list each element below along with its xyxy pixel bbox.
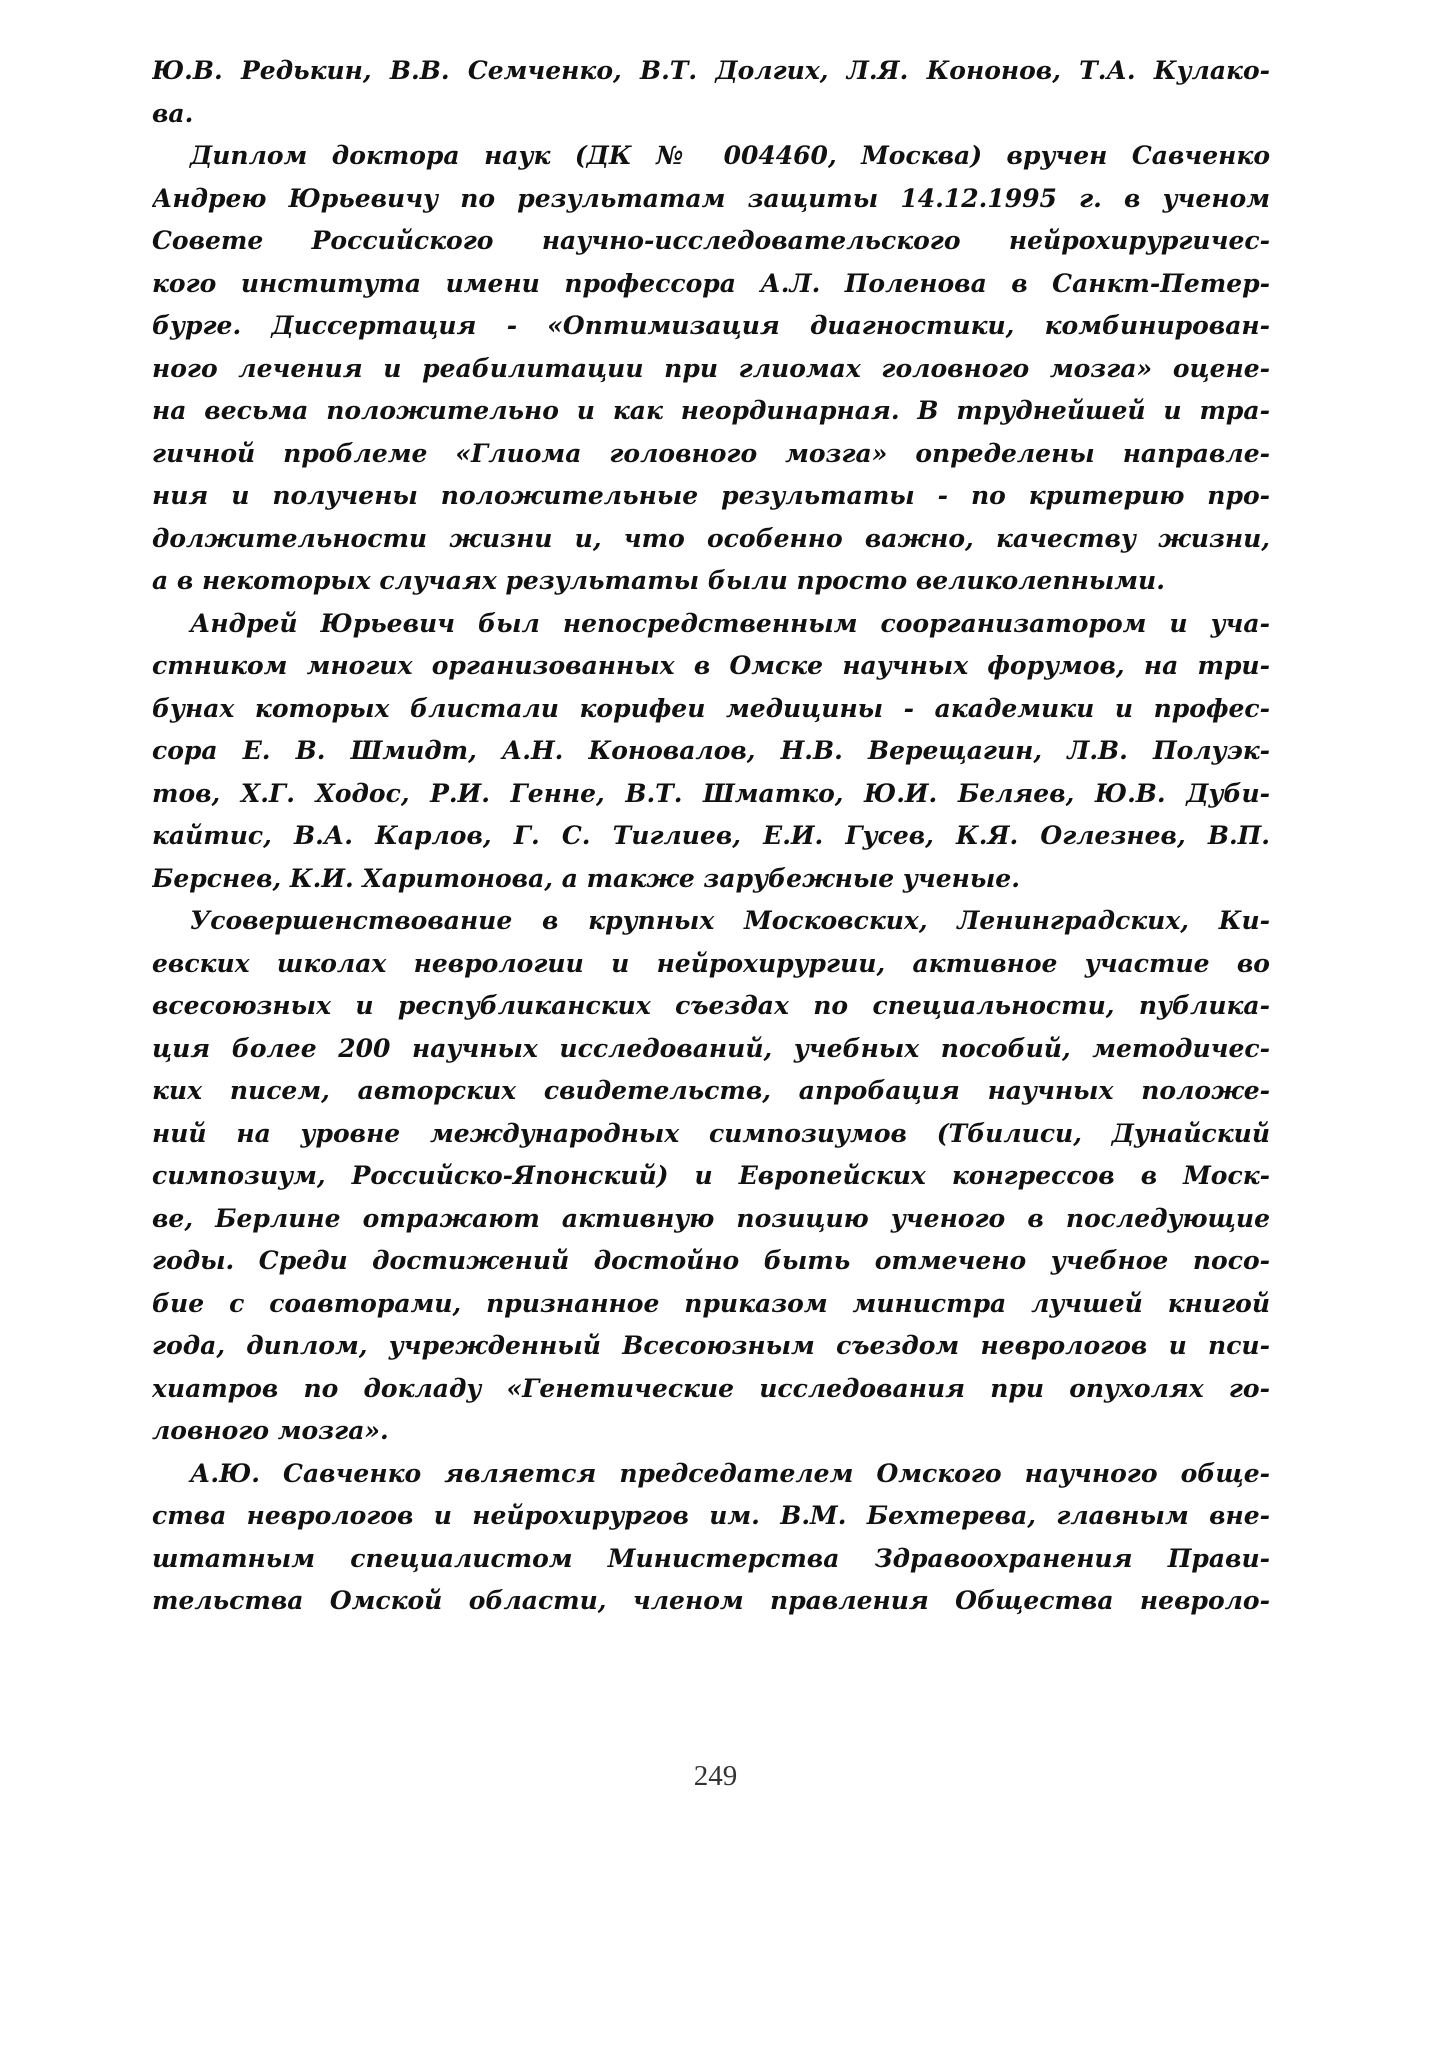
text-line: бие с соавторами, признанное приказом министра лучшей книгой <box>152 1288 1270 1318</box>
paragraph-start-line: А.Ю. Савченко является председателем Омского научного обще- <box>190 1458 1270 1488</box>
text-line: года, диплом, учрежденный Всесоюзным съездом неврологов и пси- <box>152 1331 1270 1360</box>
page-number: 249 <box>693 1760 738 1792</box>
paragraph-start-line: Усовершенствование в крупных Московских, Ленинградских, Ки- <box>190 906 1270 935</box>
text-line: гичной проблеме «Глиома головного мозга» определены направле- <box>152 438 1270 468</box>
body-text <box>152 50 1270 1623</box>
text-line: хиатров по докладу «Генетические исследования при опухолях го- <box>152 1373 1270 1403</box>
text-line: тельства Омской области, членом правления Общества невроло- <box>152 1586 1270 1615</box>
text-line: ве, Берлине отражают активную позицию ученого в последующие <box>152 1203 1270 1233</box>
text-line: ний на уровне международных симпозиумов (Тбилиси, Дунайский <box>152 1118 1270 1148</box>
text-line: на весьма положительно и как неординарная. В труднейшей и тра- <box>152 396 1270 425</box>
text-line: ция более 200 научных исследований, учебных пособий, методичес- <box>152 1033 1270 1063</box>
text-line: годы. Среди достижений достойно быть отмечено учебное посо- <box>152 1246 1270 1275</box>
text-line: ства неврологов и нейрохирургов им. В.М. Бехтерева, главным вне- <box>152 1501 1270 1530</box>
text-line: бунах которых блистали корифеи медицины - академики и профес- <box>152 693 1270 723</box>
text-line: Берснев, К.И. Харитонова, а также зарубежные ученые. <box>152 863 1020 893</box>
text-line: бурге. Диссертация - «Оптимизация диагностики, комбинирован- <box>152 311 1270 340</box>
text-line: симпозиум, Российско-Японский) и Европейских конгрессов в Моск- <box>152 1161 1270 1190</box>
text-line: евских школах неврологии и нейрохирургии, активное участие во <box>152 948 1270 978</box>
text-line: кого института имени профессора А.Л. Поленова в Санкт-Петер- <box>152 268 1270 298</box>
text-line: кайтис, В.А. Карлов, Г. С. Тиглиев, Е.И. Гусев, К.Я. Оглезнев, В.П. <box>152 821 1270 850</box>
text-line: Ю.В. Редькин, В.В. Семченко, В.Т. Долгих, Л.Я. Кононов, Т.А. Кулако- <box>152 56 1270 85</box>
text-line: штатным специалистом Министерства Здравоохранения Прави- <box>152 1543 1270 1573</box>
text-line: ного лечения и реабилитации при глиомах головного мозга» оцене- <box>152 353 1270 383</box>
text-line: Совете Российского научно-исследовательского нейрохирургичес- <box>152 226 1270 255</box>
text-line: сора Е. В. Шмидт, А.Н. Коновалов, Н.В. Верещагин, Л.В. Полуэк- <box>152 736 1270 765</box>
text-line: ва. <box>152 98 194 128</box>
text-line: ловного мозга». <box>152 1416 389 1445</box>
text-line: всесоюзных и республиканских съездах по специальности, публика- <box>152 991 1270 1020</box>
paragraph-start-line: Андрей Юрьевич был непосредственным соорганизатором и уча- <box>190 608 1270 638</box>
text-line: тов, Х.Г. Ходос, Р.И. Генне, В.Т. Шматко, Ю.И. Беляев, Ю.В. Дуби- <box>152 778 1270 808</box>
text-line: должительности жизни и, что особенно важно, качеству жизни, <box>152 523 1270 553</box>
text-line: Андрею Юрьевичу по результатам защиты 14.12.1995 г. в ученом <box>152 183 1270 213</box>
text-line: а в некоторых случаях результаты были просто великолепными. <box>152 566 1165 595</box>
text-line: ких писем, авторских свидетельств, апробация научных положе- <box>152 1076 1270 1105</box>
text-line: стником многих организованных в Омске научных форумов, на три- <box>152 651 1270 680</box>
paragraph-start-line: Диплом доктора наук (ДК № 004460, Москва) вручен Савченко <box>190 141 1270 170</box>
text-line: ния и получены положительные результаты - по критерию про- <box>152 481 1270 510</box>
